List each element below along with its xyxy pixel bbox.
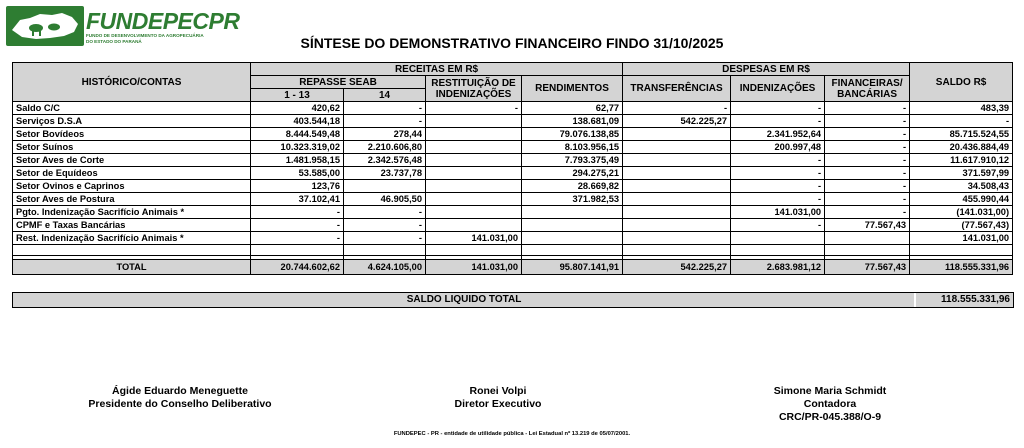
row-value: -: [731, 167, 825, 180]
signature-name: Ágide Eduardo Meneguette: [112, 385, 248, 397]
row-value: 53.585,00: [251, 167, 344, 180]
row-value: 141.031,00: [910, 232, 1013, 245]
row-value: [426, 219, 522, 232]
row-value: -: [344, 219, 426, 232]
row-value: -: [731, 115, 825, 128]
row-value: -: [825, 206, 910, 219]
signature-presidente: [80, 385, 280, 411]
table-row: [13, 115, 1013, 128]
signature-contadora: [740, 385, 920, 424]
header-receitas: RECEITAS EM R$: [251, 63, 623, 76]
page-title: SÍNTESE DO DEMONSTRATIVO FINANCEIRO FINDO 31/10/2025: [300, 35, 724, 51]
total-value: 20.744.602,62: [251, 260, 344, 275]
signature-role: Presidente do Conselho Deliberativo: [88, 398, 272, 410]
row-value: [426, 115, 522, 128]
header-repasse-14: 14: [344, 89, 426, 102]
total-value: 141.031,00: [426, 260, 522, 275]
row-value: 10.323.319,02: [251, 141, 344, 154]
header-repasse: REPASSE SEAB: [251, 76, 426, 89]
row-value: -: [426, 102, 522, 115]
header-saldo: SALDO R$: [910, 63, 1013, 102]
blank-row: [13, 245, 1013, 256]
row-value: 294.275,21: [522, 167, 623, 180]
row-value: -: [251, 219, 344, 232]
row-label: Serviços D.S.A: [13, 115, 251, 128]
header-rendimentos: RENDIMENTOS: [522, 76, 623, 102]
table-row: [13, 167, 1013, 180]
row-value: -: [731, 154, 825, 167]
total-value: 77.567,43: [825, 260, 910, 275]
footer-note: FUNDEPEC - PR - entidade de utilidade pública - Lei Estadual nº 13.219 de 05/07/2001.: [393, 431, 631, 437]
row-value: [623, 167, 731, 180]
row-value: 2.210.606,80: [344, 141, 426, 154]
row-value: -: [825, 154, 910, 167]
total-value: 95.807.141,91: [522, 260, 623, 275]
signature-crc: CRC/PR-045.388/O-9: [778, 411, 882, 423]
row-value: -: [623, 102, 731, 115]
row-value: -: [731, 193, 825, 206]
row-value: 123,76: [251, 180, 344, 193]
row-value: 11.617.910,12: [910, 154, 1013, 167]
row-value: 2.341.952,64: [731, 128, 825, 141]
row-value: 8.103.956,15: [522, 141, 623, 154]
header-indenizacoes: INDENIZAÇÕES: [731, 76, 825, 102]
total-label: TOTAL: [13, 260, 251, 275]
row-value: -: [344, 115, 426, 128]
row-value: [426, 128, 522, 141]
row-value: [522, 232, 623, 245]
row-label: Setor Bovídeos: [13, 128, 251, 141]
row-value: 403.544,18: [251, 115, 344, 128]
row-label: CPMF e Taxas Bancárias: [13, 219, 251, 232]
header-despesas: DESPESAS EM R$: [623, 63, 910, 76]
saldo-liquido-bar: [12, 292, 1014, 308]
signature-role: Diretor Executivo: [454, 398, 542, 410]
row-value: -: [251, 232, 344, 245]
row-value: -: [344, 102, 426, 115]
row-value: -: [910, 115, 1013, 128]
row-label: Pgto. Indenização Sacrifício Animais *: [13, 206, 251, 219]
header-transferencias: TRANSFERÊNCIAS: [623, 76, 731, 102]
row-value: -: [731, 180, 825, 193]
row-value: -: [825, 193, 910, 206]
table-row: [13, 128, 1013, 141]
row-value: [426, 141, 522, 154]
row-value: 79.076.138,85: [522, 128, 623, 141]
row-value: (77.567,43): [910, 219, 1013, 232]
row-value: [426, 180, 522, 193]
row-value: 77.567,43: [825, 219, 910, 232]
row-value: 2.342.576,48: [344, 154, 426, 167]
row-value: -: [825, 128, 910, 141]
signature-name: Ronei Volpi: [469, 385, 527, 397]
table-row: [13, 180, 1013, 193]
row-value: [623, 180, 731, 193]
row-value: 62,77: [522, 102, 623, 115]
row-value: 138.681,09: [522, 115, 623, 128]
total-value: 4.624.105,00: [344, 260, 426, 275]
row-value: 7.793.375,49: [522, 154, 623, 167]
row-value: -: [825, 141, 910, 154]
row-label: Setor Aves de Corte: [13, 154, 251, 167]
row-value: [623, 128, 731, 141]
row-value: -: [344, 232, 426, 245]
row-value: [426, 206, 522, 219]
row-value: 278,44: [344, 128, 426, 141]
row-value: 542.225,27: [623, 115, 731, 128]
signature-name: Simone Maria Schmidt: [773, 385, 887, 397]
row-value: [426, 167, 522, 180]
row-value: (141.031,00): [910, 206, 1013, 219]
table-row: [13, 232, 1013, 245]
row-value: 141.031,00: [731, 206, 825, 219]
table-row: [13, 141, 1013, 154]
header-financeiras: FINANCEIRAS/ BANCÁRIAS: [825, 76, 910, 102]
row-value: 1.481.958,15: [251, 154, 344, 167]
row-value: 85.715.524,55: [910, 128, 1013, 141]
row-value: 141.031,00: [426, 232, 522, 245]
total-row: [13, 260, 1013, 275]
row-value: [623, 141, 731, 154]
row-value: [426, 193, 522, 206]
row-value: 28.669,82: [522, 180, 623, 193]
row-value: 23.737,78: [344, 167, 426, 180]
saldo-liquido-label: SALDO LIQUIDO TOTAL: [406, 294, 522, 305]
row-value: 20.436.884,49: [910, 141, 1013, 154]
row-value: [623, 219, 731, 232]
financial-table: [12, 62, 1013, 275]
row-value: [623, 193, 731, 206]
header-restituicao: RESTITUIÇÃO DE INDENIZAÇÕES: [426, 76, 522, 102]
row-value: 371.982,53: [522, 193, 623, 206]
table-row: [13, 193, 1013, 206]
row-value: 34.508,43: [910, 180, 1013, 193]
total-value: 542.225,27: [623, 260, 731, 275]
row-value: [426, 154, 522, 167]
row-value: 483,39: [910, 102, 1013, 115]
row-label: Setor de Equídeos: [13, 167, 251, 180]
row-value: -: [344, 206, 426, 219]
table-row: [13, 154, 1013, 167]
row-value: [522, 219, 623, 232]
saldo-liquido-value: 118.555.331,96: [914, 293, 1013, 307]
row-value: 200.997,48: [731, 141, 825, 154]
row-value: [522, 206, 623, 219]
row-value: [825, 232, 910, 245]
row-label: Setor Suínos: [13, 141, 251, 154]
row-value: -: [825, 102, 910, 115]
row-value: 371.597,99: [910, 167, 1013, 180]
table-row: [13, 102, 1013, 115]
row-value: [623, 154, 731, 167]
row-value: 455.990,44: [910, 193, 1013, 206]
table-body: [13, 102, 1013, 275]
total-value: 2.683.981,12: [731, 260, 825, 275]
row-value: -: [251, 206, 344, 219]
row-value: 46.905,50: [344, 193, 426, 206]
row-label: Rest. Indenização Sacrifício Animais *: [13, 232, 251, 245]
row-label: Saldo C/C: [13, 102, 251, 115]
row-value: [731, 232, 825, 245]
row-value: 420,62: [251, 102, 344, 115]
total-value: 118.555.331,96: [910, 260, 1013, 275]
row-value: -: [731, 102, 825, 115]
row-value: -: [825, 115, 910, 128]
table-row: [13, 219, 1013, 232]
header-repasse-1-13: 1 - 13: [251, 89, 344, 102]
row-value: -: [731, 219, 825, 232]
logo-wordmark: FUNDEPECPR: [86, 8, 240, 34]
signature-diretor: [408, 385, 588, 411]
header-historico: HISTÓRICO/CONTAS: [13, 63, 251, 102]
row-value: 37.102,41: [251, 193, 344, 206]
row-value: [623, 232, 731, 245]
table-row: [13, 206, 1013, 219]
row-value: -: [825, 180, 910, 193]
row-label: Setor Aves de Postura: [13, 193, 251, 206]
signature-role: Contadora: [803, 398, 857, 410]
row-label: Setor Ovinos e Caprinos: [13, 180, 251, 193]
row-value: 8.444.549,48: [251, 128, 344, 141]
row-value: -: [825, 167, 910, 180]
row-value: [623, 206, 731, 219]
row-value: [344, 180, 426, 193]
logo-subtitle: FUNDO DE DESENVOLVIMENTO DA AGROPECUÁRIA DO ESTADO DO PARANÁ: [86, 33, 204, 44]
